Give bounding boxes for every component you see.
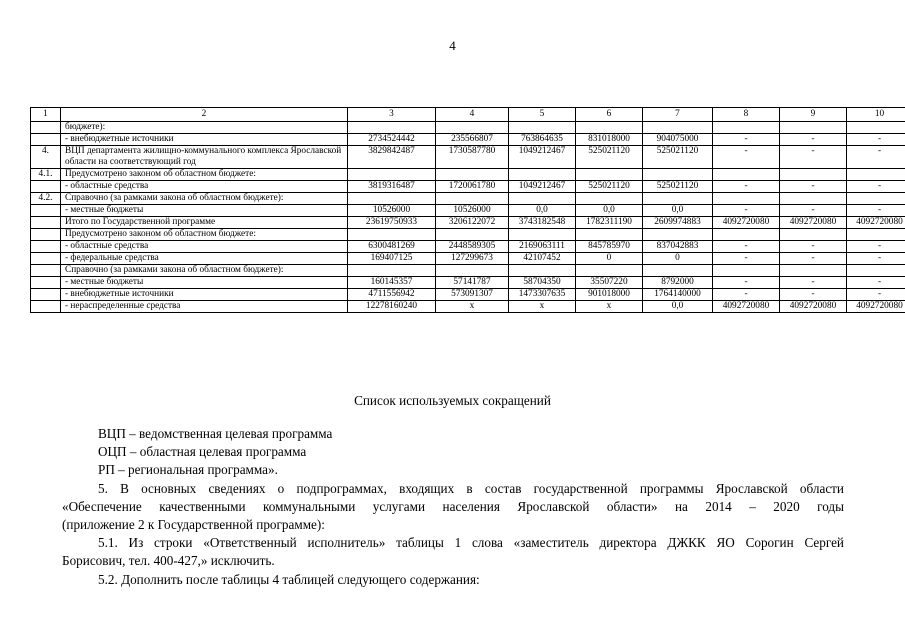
row-number [31, 289, 61, 301]
table-row [31, 181, 905, 193]
table-cell [348, 122, 436, 134]
table-cell [847, 265, 905, 277]
table-cell: - [847, 253, 905, 265]
table-row [31, 265, 905, 277]
paragraph-5-line: (приложение 2 к Государственной программе): [62, 517, 325, 533]
table-cell [576, 265, 643, 277]
column-header: 3 [348, 108, 436, 122]
table-row [31, 277, 905, 289]
table-row [31, 289, 905, 301]
table-cell: 6300481269 [348, 241, 436, 253]
abbreviations-heading: Список используемых сокращений [354, 393, 551, 408]
row-number: 4. [31, 146, 61, 169]
row-description: - нераспределенные средства [61, 301, 348, 313]
row-description: - внебюджетные источники [61, 134, 348, 146]
table-cell [576, 229, 643, 241]
table-cell: 23619750933 [348, 217, 436, 229]
table-cell [576, 169, 643, 181]
table-cell [348, 265, 436, 277]
row-description: - федеральные средства [61, 253, 348, 265]
row-number [31, 205, 61, 217]
table-row [31, 241, 905, 253]
table-cell: - [713, 253, 780, 265]
row-description: Итого по Государственной программе [61, 217, 348, 229]
table-cell [780, 229, 847, 241]
row-number [31, 241, 61, 253]
table-cell: 2169063111 [509, 241, 576, 253]
table-cell: 763864635 [509, 134, 576, 146]
table-cell: 8792000 [643, 277, 713, 289]
table-cell: 0 [643, 253, 713, 265]
table-cell [847, 193, 905, 205]
table-cell: 57141787 [436, 277, 509, 289]
table-cell: 58704350 [509, 277, 576, 289]
table-cell: - [847, 181, 905, 193]
table-cell [509, 169, 576, 181]
row-number [31, 277, 61, 289]
table-row [31, 169, 905, 181]
row-description: ВЦП департамента жилищно-коммунального комплекса Ярославской области на соответствующий год [61, 146, 348, 169]
row-description: - областные средства [61, 181, 348, 193]
column-header: 10 [847, 108, 905, 122]
table-cell: х [436, 301, 509, 313]
paragraph-5-1-line: 5.1. Из строки «Ответственный исполнитель» таблицы 1 слова «заместитель директора ДЖКК ЯО Сорогин Сергей [98, 535, 844, 551]
table-cell: 0,0 [643, 301, 713, 313]
table-cell: 4092720080 [780, 217, 847, 229]
table-cell: 4092720080 [713, 217, 780, 229]
table-cell [780, 122, 847, 134]
column-header: 5 [509, 108, 576, 122]
column-header: 4 [436, 108, 509, 122]
table-cell [847, 229, 905, 241]
table-cell [713, 193, 780, 205]
table-cell: 2609974883 [643, 217, 713, 229]
table-cell: - [780, 134, 847, 146]
row-description: Справочно (за рамками закона об областном бюджете): [61, 193, 348, 205]
table-row [31, 146, 905, 169]
table-cell: 0,0 [509, 205, 576, 217]
row-number [31, 181, 61, 193]
table-cell: - [780, 146, 847, 169]
column-header: 8 [713, 108, 780, 122]
table-cell: 4092720080 [847, 301, 905, 313]
row-description: - местные бюджеты [61, 205, 348, 217]
table-cell [713, 229, 780, 241]
paragraph-5-line: «Обеспечение качественными коммунальными услугами населения Ярославской области» на 2014 – 2020 годы [62, 498, 844, 514]
table-cell: 525021120 [576, 181, 643, 193]
body-text [62, 425, 844, 589]
column-header: 1 [31, 108, 61, 122]
table-cell: 901018000 [576, 289, 643, 301]
table-cell: 837042883 [643, 241, 713, 253]
table-cell: - [780, 205, 847, 217]
abbreviation-item: РП – региональная программа». [98, 462, 278, 478]
table-cell: 0 [576, 253, 643, 265]
table-cell: 525021120 [643, 181, 713, 193]
table-row [31, 253, 905, 265]
table-cell [643, 122, 713, 134]
table-cell: - [847, 134, 905, 146]
table-cell: 4092720080 [713, 301, 780, 313]
table-cell [509, 265, 576, 277]
abbreviation-item: ВЦП – ведомственная целевая программа [98, 426, 333, 441]
table-cell: 3829842487 [348, 146, 436, 169]
row-number [31, 217, 61, 229]
table-cell: 904075000 [643, 134, 713, 146]
table-cell [643, 265, 713, 277]
abbreviation-item: ОЦП – областная целевая программа [98, 444, 307, 460]
table-cell [780, 169, 847, 181]
table-cell: - [713, 241, 780, 253]
table-cell: 0,0 [643, 205, 713, 217]
row-description: бюджете): [61, 122, 348, 134]
table-cell [713, 265, 780, 277]
table-cell: - [847, 241, 905, 253]
table-cell [509, 229, 576, 241]
row-description: - областные средства [61, 241, 348, 253]
row-number [31, 134, 61, 146]
table-cell [576, 193, 643, 205]
funding-table [30, 107, 905, 313]
table-row [31, 301, 905, 313]
table-row [31, 217, 905, 229]
table-cell [436, 193, 509, 205]
table-cell: 35507220 [576, 277, 643, 289]
table-cell [643, 193, 713, 205]
row-description: Предусмотрено законом об областном бюджете: [61, 229, 348, 241]
table-cell: 3206122072 [436, 217, 509, 229]
table-cell: 525021120 [643, 146, 713, 169]
table-cell [509, 122, 576, 134]
table-cell: - [713, 134, 780, 146]
table-cell [436, 122, 509, 134]
row-number [31, 265, 61, 277]
row-description: Справочно (за рамками закона об областном бюджете): [61, 265, 348, 277]
table-cell [847, 169, 905, 181]
table-header-row [31, 108, 905, 122]
table-cell: 1720061780 [436, 181, 509, 193]
table-cell [576, 122, 643, 134]
column-header: 7 [643, 108, 713, 122]
table-row [31, 205, 905, 217]
table-cell [348, 169, 436, 181]
table-cell: - [780, 241, 847, 253]
table-cell [643, 169, 713, 181]
table-cell [348, 193, 436, 205]
row-number: 4.2. [31, 193, 61, 205]
table-cell: 4092720080 [847, 217, 905, 229]
table-cell: - [847, 289, 905, 301]
paragraph-5-2: 5.2. Дополнить после таблицы 4 таблицей следующего содержания: [98, 571, 480, 587]
table-cell [348, 229, 436, 241]
row-description: Предусмотрено законом об областном бюджете: [61, 169, 348, 181]
paragraph-5-line: 5. В основных сведениях о подпрограммах, входящих в состав государственной программы Ярославской области [98, 480, 844, 496]
table-cell: 3743182548 [509, 217, 576, 229]
table-cell: 42107452 [509, 253, 576, 265]
table-cell [780, 265, 847, 277]
table-cell: 1049212467 [509, 146, 576, 169]
table-cell: 235566807 [436, 134, 509, 146]
table-row [31, 229, 905, 241]
table-cell: 160145357 [348, 277, 436, 289]
table-row [31, 193, 905, 205]
table-cell [436, 169, 509, 181]
column-header: 9 [780, 108, 847, 122]
column-header: 2 [61, 108, 348, 122]
table-cell: - [847, 205, 905, 217]
table-cell: - [713, 277, 780, 289]
table-cell: 573091307 [436, 289, 509, 301]
table-cell: 2734524442 [348, 134, 436, 146]
row-number [31, 229, 61, 241]
table-cell: - [780, 289, 847, 301]
table-cell: 127299673 [436, 253, 509, 265]
table-cell: 1473307635 [509, 289, 576, 301]
table-cell: 1764140000 [643, 289, 713, 301]
row-number [31, 253, 61, 265]
table-cell: - [713, 205, 780, 217]
table-cell: х [576, 301, 643, 313]
table-cell: 1782311190 [576, 217, 643, 229]
table-cell: 3819316487 [348, 181, 436, 193]
paragraph-5-1-line: Борисович, тел. 400-427,» исключить. [62, 553, 275, 569]
table-cell: - [713, 289, 780, 301]
table-cell: - [780, 181, 847, 193]
table-cell: 831018000 [576, 134, 643, 146]
table-cell [713, 169, 780, 181]
table-cell: 169407125 [348, 253, 436, 265]
table-cell: - [847, 146, 905, 169]
table-cell: - [847, 277, 905, 289]
table-cell: 525021120 [576, 146, 643, 169]
table-cell: 1049212467 [509, 181, 576, 193]
row-number [31, 301, 61, 313]
table-cell: 10526000 [348, 205, 436, 217]
row-description: - местные бюджеты [61, 277, 348, 289]
table-cell: 4711556942 [348, 289, 436, 301]
table-cell: 0,0 [576, 205, 643, 217]
table-cell: 12278160240 [348, 301, 436, 313]
table-cell: - [780, 277, 847, 289]
table-cell [436, 265, 509, 277]
table-cell: - [713, 146, 780, 169]
table-cell [780, 193, 847, 205]
table-cell: 845785970 [576, 241, 643, 253]
row-number [31, 122, 61, 134]
column-header: 6 [576, 108, 643, 122]
table-cell: - [713, 181, 780, 193]
row-number: 4.1. [31, 169, 61, 181]
table-row [31, 134, 905, 146]
table-cell: 4092720080 [780, 301, 847, 313]
table-cell [847, 122, 905, 134]
table-cell [643, 229, 713, 241]
table-cell: х [509, 301, 576, 313]
table-cell [509, 193, 576, 205]
table-cell: 1730587780 [436, 146, 509, 169]
table-cell: - [780, 253, 847, 265]
page-number: 4 [449, 38, 456, 53]
table-cell [713, 122, 780, 134]
table-cell: 2448589305 [436, 241, 509, 253]
table-cell [436, 229, 509, 241]
row-description: - внебюджетные источники [61, 289, 348, 301]
table-row [31, 122, 905, 134]
table-cell: 10526000 [436, 205, 509, 217]
